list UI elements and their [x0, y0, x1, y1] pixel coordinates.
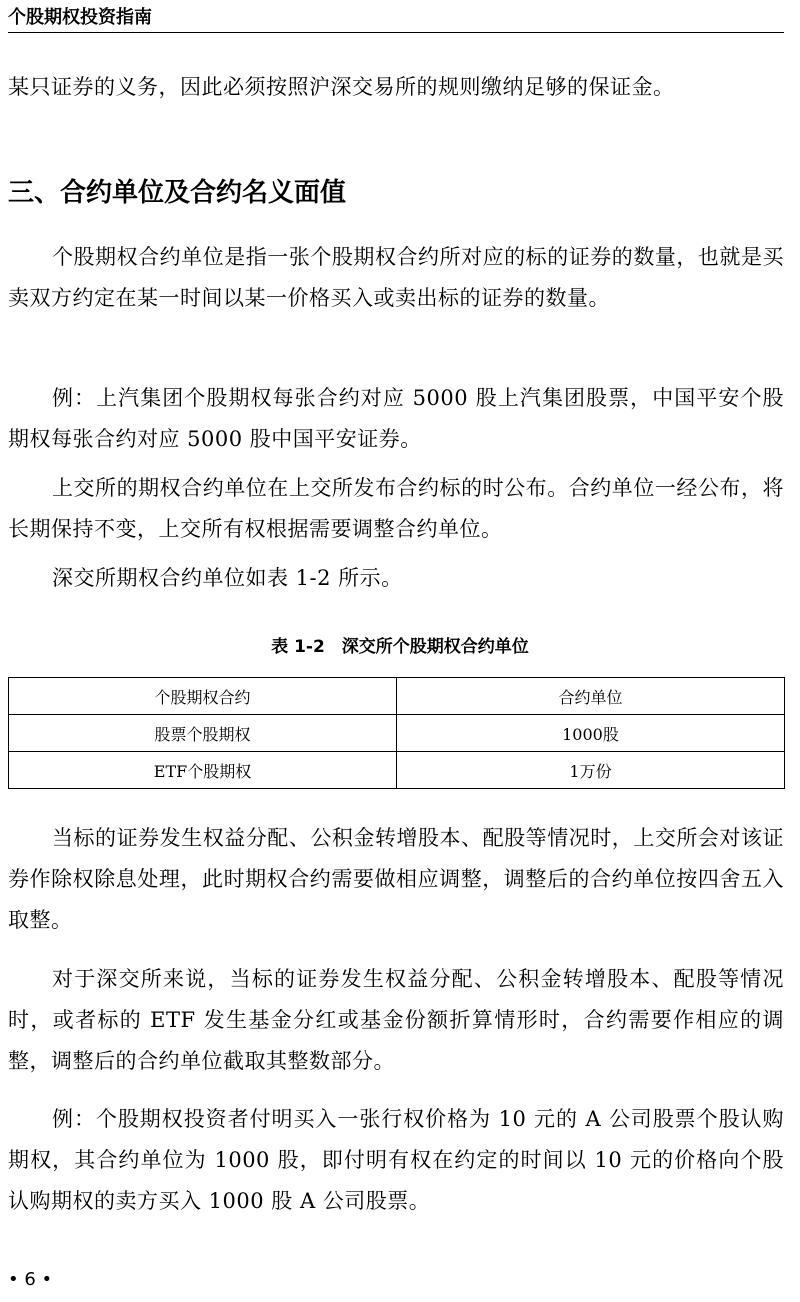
table-cell: 1万份 [397, 752, 785, 789]
table-header-cell: 个股期权合约 [9, 678, 397, 715]
page-number: • 6 • [8, 1269, 53, 1290]
table-cell: 1000股 [397, 715, 785, 752]
table-cell: ETF个股期权 [9, 752, 397, 789]
paragraph-example-shares: 例：上汽集团个股期权每张合约对应 5000 股上汽集团股票，中国平安个股期权每张合约对应 5000 股中国平安证券。 [8, 386, 784, 451]
table-header-cell: 合约单位 [397, 678, 785, 715]
paragraph-szse-adjustment: 对于深交所来说，当标的证券发生权益分配、公积金转增股本、配股等情况时，或者标的 ETF 发生基金分红或基金份额折算情形时，合约需要作相应的调整，调整后的合约单位截取其整数部分。 [8, 967, 784, 1073]
paragraph-contract-unit-definition: 个股期权合约单位是指一张个股期权合约所对应的标的证券的数量，也就是买卖双方约定在某一时间以某一价格买入或卖出标的证券的数量。 [8, 245, 784, 310]
contract-unit-table [8, 677, 785, 789]
table-caption: 表 1-2 深交所个股期权合约单位 [271, 637, 529, 657]
table-header-row [9, 678, 785, 715]
header-rule [8, 32, 784, 33]
table-cell: 股票个股期权 [9, 715, 397, 752]
running-header: 个股期权投资指南 [8, 7, 152, 28]
paragraph-example-call-option: 例：个股期权投资者付明买入一张行权价格为 10 元的 A 公司股票个股认购期权，其合约单位为 1000 股，即付明有权在约定的时间以 10 元的价格向个股认购期权的卖方买入 1000 股 A 公司股票。 [8, 1107, 784, 1213]
paragraph-sse-units: 上交所的期权合约单位在上交所发布合约标的时公布。合约单位一经公布，将长期保持不变，上交所有权根据需要调整合约单位。 [8, 476, 784, 541]
paragraph-szse-table-ref: 深交所期权合约单位如表 1-2 所示。 [52, 566, 403, 590]
section-title: 三、合约单位及合约名义面值 [8, 178, 347, 208]
paragraph-sse-adjustment: 当标的证券发生权益分配、公积金转增股本、配股等情况时，上交所会对该证券作除权除息处理，此时期权合约需要做相应调整，调整后的合约单位按四舍五入取整。 [8, 826, 784, 932]
continuation-paragraph: 某只证券的义务，因此必须按照沪深交易所的规则缴纳足够的保证金。 [8, 75, 675, 99]
table-row [9, 752, 785, 789]
table-row [9, 715, 785, 752]
